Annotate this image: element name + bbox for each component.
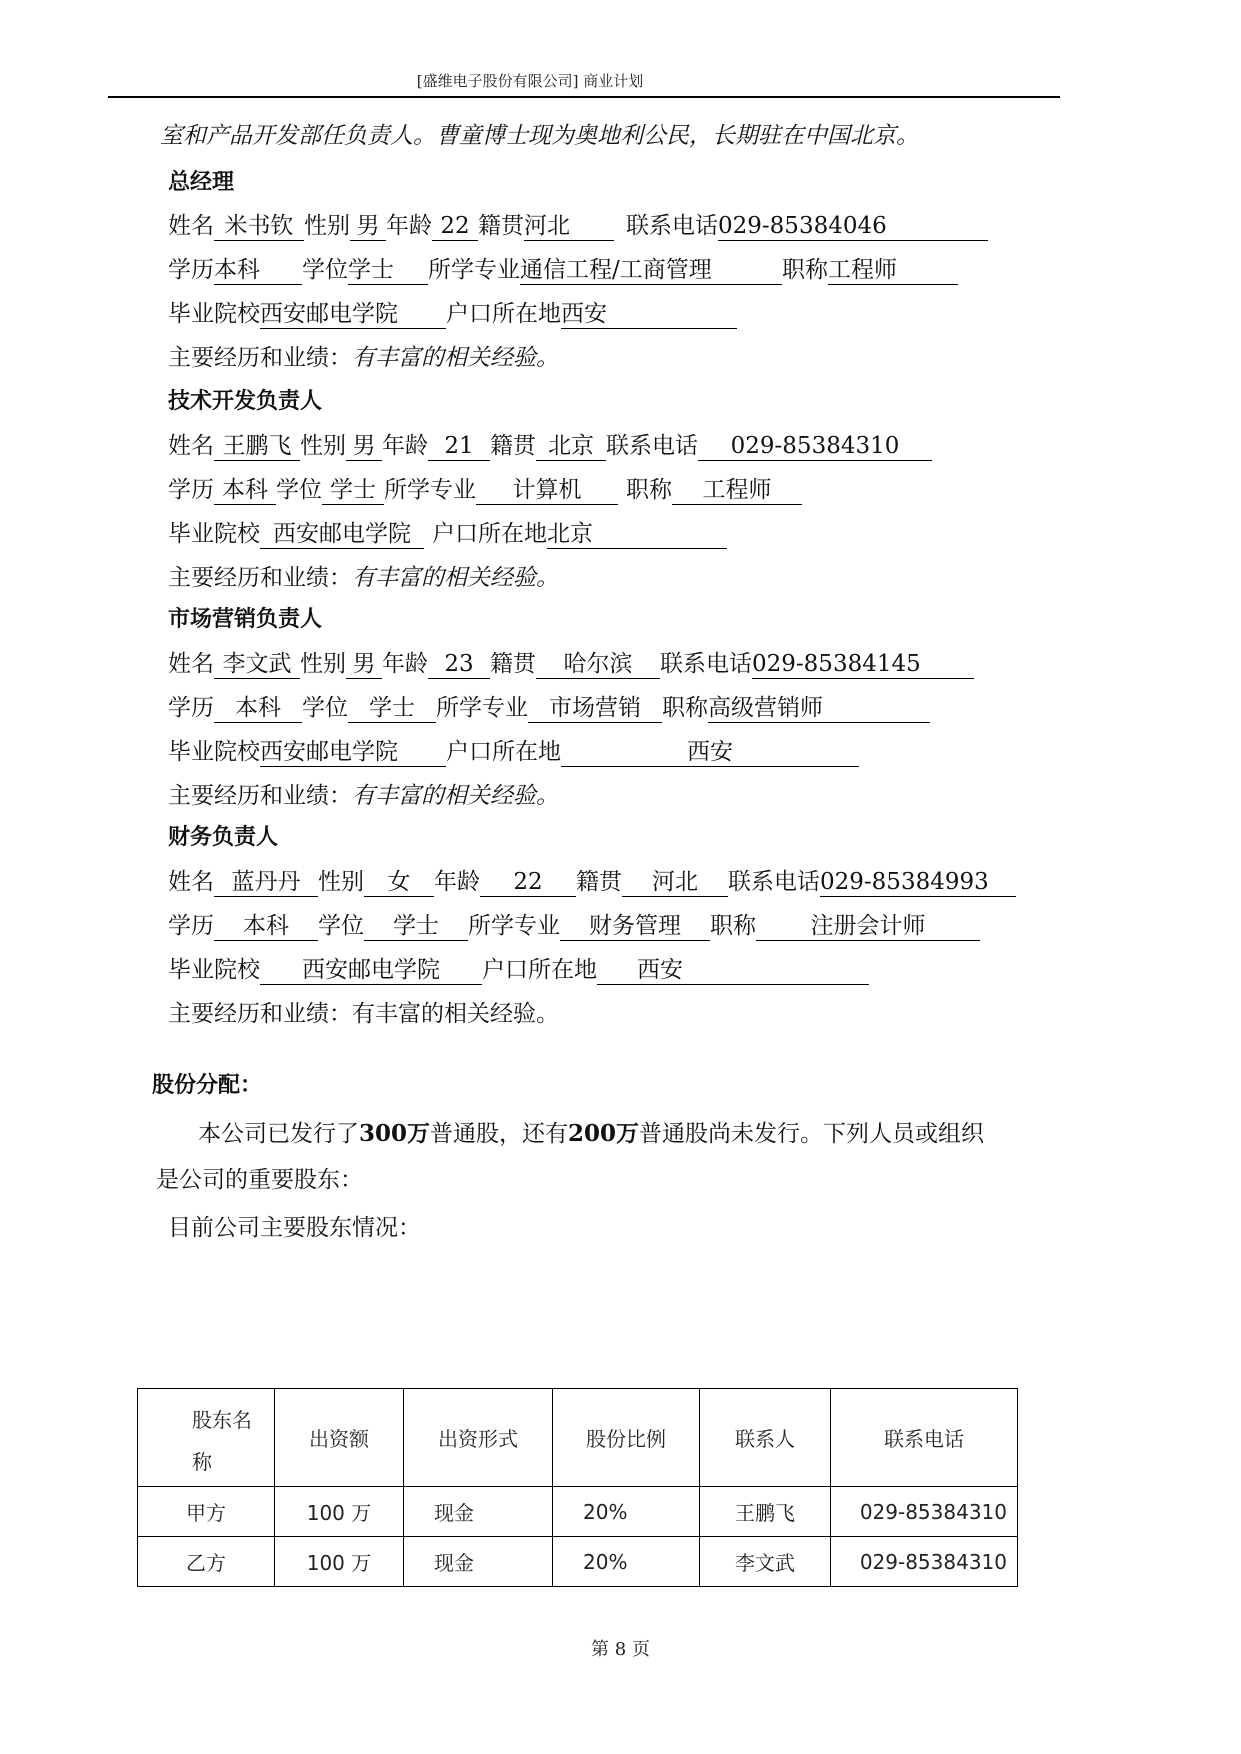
tech-phone: 029-85384310 bbox=[698, 432, 932, 461]
gm-row-2 bbox=[168, 254, 958, 286]
label: 年龄 bbox=[386, 213, 432, 239]
label: 学位 bbox=[302, 257, 348, 283]
shareholders-table bbox=[137, 1388, 1018, 1587]
label: 主要经历和业绩： bbox=[168, 565, 352, 591]
page-header: [盛维电子股份有限公司] 商业计划 bbox=[416, 72, 644, 90]
label: 姓名 bbox=[168, 213, 214, 239]
label: 毕业院校 bbox=[168, 521, 260, 547]
fin-row-1 bbox=[168, 866, 1016, 898]
gm-title: 工程师 bbox=[828, 256, 958, 285]
label: 联系电话 bbox=[660, 651, 752, 677]
tech-experience: 有丰富的相关经验。 bbox=[352, 565, 559, 591]
tech-edu: 本科 bbox=[214, 476, 276, 505]
label: 所学专业 bbox=[428, 257, 520, 283]
cell-phone: 029-85384310 bbox=[831, 1537, 1018, 1587]
label: 户口所在地 bbox=[432, 521, 547, 547]
fin-hukou bbox=[597, 956, 869, 985]
label: 籍贯 bbox=[490, 651, 536, 677]
label: 主要经历和业绩： bbox=[168, 783, 352, 809]
fin-age: 22 bbox=[480, 868, 576, 897]
gm-school: 西安邮电学院 bbox=[260, 300, 446, 329]
mkt-name: 李文武 bbox=[214, 650, 300, 679]
section-heading-fin: 财务负责人 bbox=[168, 825, 279, 850]
gm-major: 通信工程/工商管理 bbox=[520, 256, 782, 285]
header-phone: 联系电话 bbox=[831, 1389, 1018, 1487]
label: 所学专业 bbox=[384, 477, 476, 503]
gm-degree: 学士 bbox=[348, 256, 428, 285]
label: 职称 bbox=[710, 913, 756, 939]
mkt-row-1 bbox=[168, 648, 974, 680]
header-ratio: 股份比例 bbox=[553, 1389, 700, 1487]
label: 所学专业 bbox=[468, 913, 560, 939]
tech-name: 王鹏飞 bbox=[214, 432, 300, 461]
label: 户口所在地 bbox=[446, 739, 561, 765]
label: 所学专业 bbox=[436, 695, 528, 721]
gm-age: 22 bbox=[432, 212, 478, 241]
header-amount: 出资额 bbox=[275, 1389, 404, 1487]
label: 性别 bbox=[318, 869, 364, 895]
table-row bbox=[138, 1537, 1018, 1587]
section-heading-tech: 技术开发负责人 bbox=[168, 389, 323, 414]
cell-ratio: 20% bbox=[553, 1487, 700, 1537]
header-shareholder-name bbox=[138, 1389, 275, 1487]
mkt-title: 高级营销师 bbox=[708, 694, 930, 723]
cell-amount: 100 万 bbox=[275, 1487, 404, 1537]
label: 毕业院校 bbox=[168, 739, 260, 765]
label: 学位 bbox=[302, 695, 348, 721]
label: 姓名 bbox=[168, 869, 214, 895]
mkt-row-2 bbox=[168, 692, 930, 724]
label: 职称 bbox=[626, 477, 672, 503]
fin-name: 蓝丹丹 bbox=[214, 868, 318, 897]
label: 年龄 bbox=[434, 869, 480, 895]
label: 职称 bbox=[662, 695, 708, 721]
header-form: 出资形式 bbox=[404, 1389, 553, 1487]
tech-gender: 男 bbox=[346, 432, 382, 461]
tech-row-1 bbox=[168, 430, 932, 462]
fin-experience: 主要经历和业绩：有丰富的相关经验。 bbox=[168, 1001, 559, 1027]
gm-edu: 本科 bbox=[214, 256, 302, 285]
label: 学历 bbox=[168, 257, 214, 283]
cell-name: 乙方 bbox=[138, 1537, 275, 1587]
mkt-school: 西安邮电学院 bbox=[260, 738, 446, 767]
table-caption: 目前公司主要股东情况： bbox=[168, 1215, 421, 1241]
fin-edu: 本科 bbox=[214, 912, 318, 941]
cell-form: 现金 bbox=[404, 1537, 553, 1587]
tech-title: 工程师 bbox=[672, 476, 802, 505]
label: 主要经历和业绩： bbox=[168, 345, 352, 371]
mkt-phone: 029-85384145 bbox=[752, 650, 974, 679]
shares-paragraph bbox=[198, 1118, 984, 1150]
mkt-origin: 哈尔滨 bbox=[536, 650, 660, 679]
cell-contact: 王鹏飞 bbox=[700, 1487, 831, 1537]
label: 职称 bbox=[782, 257, 828, 283]
fin-row-3 bbox=[168, 954, 869, 986]
label: 毕业院校 bbox=[168, 957, 260, 983]
label: 籍贯 bbox=[478, 213, 524, 239]
unissued-shares: 200万 bbox=[568, 1120, 640, 1147]
label: 性别 bbox=[304, 213, 350, 239]
gm-row-1 bbox=[168, 210, 988, 242]
mkt-edu: 本科 bbox=[214, 694, 302, 723]
gm-experience: 有丰富的相关经验。 bbox=[352, 345, 559, 371]
label: 年龄 bbox=[382, 433, 428, 459]
tech-degree: 学士 bbox=[322, 476, 384, 505]
label: 学历 bbox=[168, 913, 214, 939]
label: 学历 bbox=[168, 477, 214, 503]
cell-ratio: 20% bbox=[553, 1537, 700, 1587]
label: 毕业院校 bbox=[168, 301, 260, 327]
section-heading-gm: 总经理 bbox=[168, 170, 235, 195]
tech-origin: 北京 bbox=[536, 432, 606, 461]
fin-row-2 bbox=[168, 910, 980, 942]
intro-line: 室和产品开发部任负责人。曹童博士现为奥地利公民，长期驻在中国北京。 bbox=[160, 123, 919, 149]
label: 学位 bbox=[318, 913, 364, 939]
gm-phone: 029-85384046 bbox=[718, 212, 988, 241]
page-number: 第 8 页 bbox=[591, 1639, 650, 1660]
label: 籍贯 bbox=[490, 433, 536, 459]
label: 联系电话 bbox=[626, 213, 718, 239]
tech-age: 21 bbox=[428, 432, 490, 461]
section-heading-mkt: 市场营销负责人 bbox=[168, 607, 323, 632]
label: 联系电话 bbox=[606, 433, 698, 459]
header-line: 股东名 bbox=[192, 1407, 252, 1432]
fin-phone: 029-85384993 bbox=[820, 868, 1016, 897]
section-heading-shares: 股份分配： bbox=[152, 1073, 263, 1098]
mkt-degree: 学士 bbox=[348, 694, 436, 723]
tech-row-3 bbox=[168, 518, 727, 550]
fin-origin: 河北 bbox=[622, 868, 728, 897]
cell-name: 甲方 bbox=[138, 1487, 275, 1537]
label: 联系电话 bbox=[728, 869, 820, 895]
label: 户口所在地 bbox=[446, 301, 561, 327]
label: 年龄 bbox=[382, 651, 428, 677]
label: 姓名 bbox=[168, 651, 214, 677]
cell-form: 现金 bbox=[404, 1487, 553, 1537]
label: 学位 bbox=[276, 477, 322, 503]
mkt-row-4 bbox=[168, 780, 559, 812]
label: 性别 bbox=[300, 433, 346, 459]
mkt-row-3 bbox=[168, 736, 859, 768]
table-header-row bbox=[138, 1389, 1018, 1487]
issued-shares: 300万 bbox=[359, 1120, 431, 1147]
fin-title: 注册会计师 bbox=[756, 912, 980, 941]
label: 户口所在地 bbox=[482, 957, 597, 983]
header-line: 称 bbox=[192, 1449, 212, 1474]
fin-degree: 学士 bbox=[364, 912, 468, 941]
tech-row-4 bbox=[168, 562, 559, 594]
fin-school: 西安邮电学院 bbox=[260, 956, 482, 985]
gm-name: 米书钦 bbox=[214, 212, 304, 241]
mkt-experience: 有丰富的相关经验。 bbox=[352, 783, 559, 809]
tech-school: 西安邮电学院 bbox=[260, 520, 424, 549]
cell-phone: 029-85384310 bbox=[831, 1487, 1018, 1537]
fin-gender: 女 bbox=[364, 868, 434, 897]
mkt-gender: 男 bbox=[346, 650, 382, 679]
mkt-age: 23 bbox=[428, 650, 490, 679]
text: 普通股尚未发行。下列人员或组织 bbox=[639, 1121, 985, 1147]
text: 本公司已发行了 bbox=[198, 1121, 359, 1147]
tech-hukou: 北京 bbox=[547, 520, 727, 549]
gm-origin: 河北 bbox=[524, 212, 614, 241]
cell-contact: 李文武 bbox=[700, 1537, 831, 1587]
cell-amount: 100 万 bbox=[275, 1537, 404, 1587]
gm-row-3 bbox=[168, 298, 737, 330]
tech-major: 计算机 bbox=[476, 476, 618, 505]
label: 学历 bbox=[168, 695, 214, 721]
mkt-hukou: 西安 bbox=[561, 738, 859, 767]
header-divider bbox=[108, 96, 1060, 98]
gm-gender: 男 bbox=[350, 212, 386, 241]
header-contact: 联系人 bbox=[700, 1389, 831, 1487]
label: 籍贯 bbox=[576, 869, 622, 895]
label: 姓名 bbox=[168, 433, 214, 459]
fin-major: 财务管理 bbox=[560, 912, 710, 941]
fin-hukou-value: 西安 bbox=[637, 957, 683, 983]
tech-row-2 bbox=[168, 474, 802, 506]
shares-paragraph-cont: 是公司的重要股东： bbox=[156, 1167, 363, 1193]
gm-row-4 bbox=[168, 342, 559, 374]
mkt-major: 市场营销 bbox=[528, 694, 662, 723]
table-row bbox=[138, 1487, 1018, 1537]
label: 性别 bbox=[300, 651, 346, 677]
text: 普通股，还有 bbox=[430, 1121, 569, 1147]
gm-hukou: 西安 bbox=[561, 300, 737, 329]
